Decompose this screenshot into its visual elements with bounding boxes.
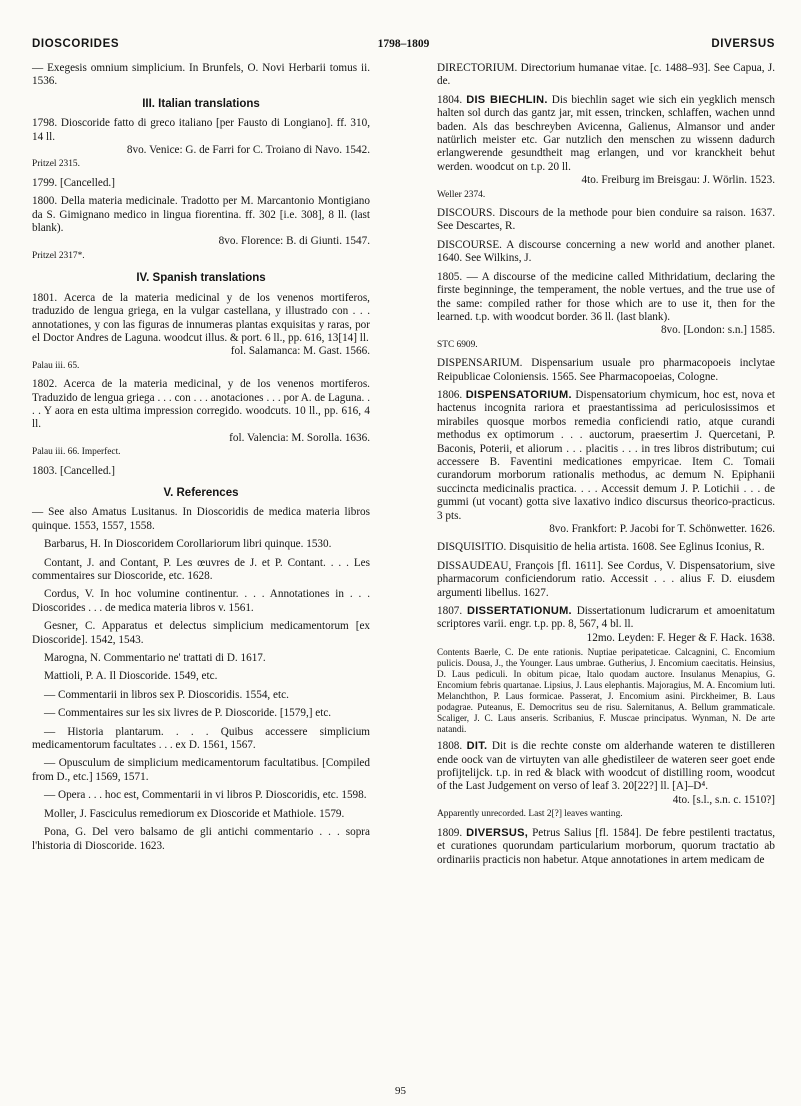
entry-heading: DIS BIECHLIN. bbox=[466, 93, 548, 106]
entry-1809 bbox=[437, 827, 775, 867]
entry-discourse: DISCOURSE. A discourse concerning a new world and another planet. 1640. See Wilkins, J. bbox=[437, 238, 775, 265]
entry-imprint: 8vo. Florence: B. di Giunti. 1547. bbox=[218, 235, 370, 248]
ref-mattioli-opusculum: — Opusculum de simplicium medicamentorum facultatibus. [Compiled from D., etc.] 1569, 1571. bbox=[32, 757, 370, 783]
entry-reference: Weller 2374. bbox=[437, 189, 486, 200]
entry-number: 1800. bbox=[32, 195, 58, 208]
ref-marogna: Marogna, N. Commentario ne' trattati di D. 1617. bbox=[44, 652, 266, 665]
entry-imprint: 8vo. [London: s.n.] 1585. bbox=[660, 324, 775, 337]
entry-number: 1805. bbox=[437, 270, 463, 283]
ref-amatus: — See also Amatus Lusitanus. In Dioscoridis de medica materia libros quinque. 1553, 1557, 1558. bbox=[32, 506, 370, 532]
entry-1802 bbox=[32, 378, 370, 459]
ref-pona: Pona, G. Del vero balsamo de gli antichi commentario . . . sopra l'historia di Dioscoride. 1623. bbox=[32, 826, 370, 852]
entry-dispensarium: DISPENSARIUM. Dispensarium usuale pro pharmacopoeis inclytae Reipublicae Coloniensis. 1565. See Pharmacopoeias, Cologne. bbox=[437, 357, 775, 383]
entry-text: Dissertationum ludicrarum et amoenitatum scriptores varii. engr. t.p. pp. 8, 567, 4 bl. ll. bbox=[437, 605, 776, 631]
entry-text: Acerca de la materia medicinal y de los venenos mortiferos, traduzido de lengua griega, en la vulgar castellana, y illustrado con . . . annotationes, y con las figuras de innumeras plantas exquisitas y raras, por el Doctor Andres de Laguna. woodcut illus. & port. 6 ll., pp. 616, 13[14] ll. bbox=[32, 291, 370, 344]
section-italian-translations: III. Italian translations bbox=[142, 97, 260, 110]
entry-text: Dispensatorium chymicum, hoc est, nova et hactenus incognita rariora et praestantissima ad periculosissimos et mirabiles quosque morbos remedia conficiendi ratio, atque curandi methodus ex optimorum . . . auctorum, praesertim J. Quercetani, P. Baconis, Poterii, et aliorum . . . placitis . . . in tres libros distributum; cui accessere B. Faventini medicationes empyricae. Item C. Tomaii curandorum morborum rationalis methodus, ac demum N. Epiphanii succincta medicinalis practica. . . . Accessit demum J. P. Lotichii . . . de gummi (ut vocant) gotta sive laxativo indico discursus theorico-practicus. 3 pts. bbox=[437, 388, 775, 522]
entry-number: 1808. bbox=[437, 740, 463, 753]
entry-1806 bbox=[437, 389, 775, 536]
entry-number: 1809. bbox=[437, 826, 463, 839]
entry-reference: STC 6909. bbox=[437, 339, 478, 350]
entry-1807 bbox=[437, 605, 775, 735]
entry-text: Dis biechlin saget wie sich ein yegklich mensch halten sol durch das gantz jar, mit essen, trincken, schlaffen, wachen unnd baden. Als das beschreyben Avicenna, Galienus, Almansor und ander natürlich meister etc. Gar nutzlich den menschen zu wissenn dadurch erlangwerende gesundtheit mag erlangen, und vor kranckheit behut werden. woodcut on t.p. 20 ll. bbox=[437, 93, 776, 173]
entry-number: 1802. bbox=[32, 378, 58, 391]
entry-heading: DIT. bbox=[466, 740, 488, 753]
entry-heading: DIVERSUS, bbox=[466, 826, 529, 839]
ref-moller: Moller, J. Fasciculus remediorum ex Dioscoride et Mathiole. 1579. bbox=[44, 807, 345, 820]
entry-heading: DISSERTATIONUM. bbox=[466, 605, 572, 618]
entry-imprint: 8vo. Frankfort: P. Jacobi for T. Schönwetter. 1626. bbox=[549, 523, 775, 535]
ref-gesner: Gesner, C. Apparatus et delectus simplicium medicamentorum [ex Dioscoride]. 1542, 1543. bbox=[32, 620, 370, 646]
entry-imprint: fol. Valencia: M. Sorolla. 1636. bbox=[229, 431, 370, 444]
entry-discours: DISCOURS. Discours de la methode pour bien conduire sa raison. 1637. See Descartes, R. bbox=[437, 207, 775, 233]
page-number: 95 bbox=[395, 1085, 406, 1097]
entry-number: 1804. bbox=[437, 93, 463, 106]
entry-text: Della materia medicinale. Tradotto per M. Marcantonio Montigiano da S. Gimignano medico in lingua fiorentina. ff. 302 [i.e. 308], 8 ll. (last blank). bbox=[32, 195, 370, 235]
entry-text: Dioscoride fatto di greco italiano [per Fausto di Longiano]. ff. 310, 14 ll. bbox=[32, 117, 370, 143]
entry-reference: Palau iii. 65. bbox=[32, 360, 80, 371]
ref-mattioli-commentarii: — Commentarii in libros sex P. Dioscoridis. 1554, etc. bbox=[44, 688, 289, 701]
entry-1800 bbox=[32, 195, 370, 263]
entry-imprint: 8vo. Venice: G. de Farri for C. Troiano di Navo. 1542. bbox=[126, 144, 370, 157]
ref-cordus: Cordus, V. In hoc volumine continentur. . . . Annotationes in . . . Dioscorides . . . de medica materia libros v. 1561. bbox=[32, 588, 370, 614]
ref-mattioli-dioscoride: Mattioli, P. A. Il Dioscoride. 1549, etc. bbox=[44, 670, 218, 683]
entry-number: 1801. bbox=[32, 291, 58, 304]
entry-disquisitio: DISQUISITIO. Disquisitio de helia artista. 1608. See Eglinus Iconius, R. bbox=[437, 541, 765, 554]
ref-mattioli-historia: — Historia plantarum. . . . Quibus accessere simplicium medicamentorum facultates . . . ex D. 1561, 1567. bbox=[32, 725, 370, 752]
left-column bbox=[32, 62, 370, 858]
entry-imprint: 4to. [s.l., s.n. c. 1510?] bbox=[672, 793, 775, 806]
running-head-right: DIVERSUS bbox=[711, 38, 775, 50]
entry-reference: Palau iii. 66. Imperfect. bbox=[32, 447, 121, 458]
entry-1798 bbox=[32, 117, 370, 172]
entry-1803: 1803. [Cancelled.] bbox=[32, 464, 115, 477]
entry-number: 1806. bbox=[437, 388, 463, 401]
entry-number: 1798. bbox=[32, 117, 58, 130]
ref-contant: Contant, J. and Contant, P. Les œuvres de J. et P. Contant. . . . Les commentaires sur Dioscoride, etc. 1628. bbox=[32, 556, 370, 582]
section-references: V. References bbox=[163, 486, 239, 499]
entry-reference: Pritzel 2315. bbox=[32, 159, 80, 170]
entry-1801 bbox=[32, 292, 370, 373]
entry-text: Acerca de la materia medicinal, y de los venenos mortiferos. Traduzido de lengua griega . . . con . . . anotaciones . . . por A. de Laguna. . . . Y aora en esta ultima impression corregido. woodcuts. 10 ll., pp. 616, 4 ll. bbox=[32, 378, 370, 431]
entry-text: Dit is die rechte conste om alderhande wateren te distilleren ende oock van de virtuyten van alle ghedistileer de wateren seer goet ende profijtelijck. t.p. in red & black with woodcut of distilling room, woodcut of the Last Judgement on verso of leaf 3. 20[22?] ll. [A]–D⁴. bbox=[437, 740, 775, 793]
entry-1805 bbox=[437, 271, 775, 352]
entry-1804 bbox=[437, 94, 775, 202]
entry-imprint: 12mo. Leyden: F. Heger & F. Hack. 1638. bbox=[586, 631, 775, 644]
entry-reference: Apparently unrecorded. Last 2[?] leaves wanting. bbox=[437, 809, 623, 820]
entry-text: Petrus Salius [fl. 1584]. De febre pestilenti tractatus, et curationes quorundam particularium morborum, quorum tractatio ab ordinariis practicis non habetur. Atque annotationes in artem medicam de bbox=[437, 826, 776, 866]
section-spanish-translations: IV. Spanish translations bbox=[136, 272, 266, 285]
entry-contents: Contents Baerle, C. De ente rationis. Nuptiae peripateticae. Calcagnini, C. Encomium pulicis. Dousa, J., the Younger. Laus umbrae. Gutherius, J. Encomium caecitatis. Heinsius, D. Laus pediculi. In obitum picae, Italo quodam auctore. Insulanus Menapius, G. Encomium febris quartanae. Lipsius, J. Laus elephantis. Majoragius, M. A. Encomium luti. Melanchthon, P. Laus formicae. Passerat, J. Encomium asini. Pirckheimer, B. Laus podagrae. Puteanus, E. Democritus seu de risu. Salernitanus, A. Bellum grammaticale. Scaliger, J. C. Laus anseris. Scribanius, F. Muscae principatus. Wynman, N. De arte natandi. bbox=[437, 647, 775, 735]
ref-mattioli-commentaires: — Commentaires sur les six livres de P. Dioscoride. [1579,] etc. bbox=[44, 707, 332, 720]
entry-exegesis: — Exegesis omnium simplicium. In Brunfels, O. Novi Herbarii tomus ii. 1536. bbox=[32, 62, 370, 88]
entry-1808 bbox=[437, 740, 775, 821]
entry-imprint: fol. Salamanca: M. Gast. 1566. bbox=[230, 345, 370, 358]
right-column bbox=[437, 62, 775, 872]
entry-reference: Pritzel 2317*. bbox=[32, 250, 85, 261]
entry-directorium: DIRECTORIUM. Directorium humanae vitae. [c. 1488–93]. See Capua, J. de. bbox=[437, 62, 775, 88]
entry-1799: 1799. [Cancelled.] bbox=[32, 176, 115, 189]
entry-number: 1807. bbox=[437, 605, 463, 618]
ref-barbarus: Barbarus, H. In Dioscoridem Corollariorum libri quinque. 1530. bbox=[44, 538, 332, 551]
entry-heading: DISPENSATORIUM. bbox=[465, 388, 572, 401]
ref-mattioli-opera: — Opera . . . hoc est, Commentarii in vi libros P. Dioscoridis, etc. 1598. bbox=[44, 789, 367, 802]
running-head-center: 1798–1809 bbox=[377, 38, 430, 50]
entry-dissaudeau: DISSAUDEAU, François [fl. 1611]. See Cordus, V. Dispensatorium, sive pharmacorum conficiendorum ratio. Accessit . . . alius F. D. eiusdem argumenti libellus. 1627. bbox=[437, 559, 775, 599]
entry-text: — A discourse of the medicine called Mithridatium, declaring the firste beginninge, the temperament, the noble vertues, and the true use of the same: compiled rather for those which are to use it, then for the learned. t.p. with woodcut border. 36 ll. (last blank). bbox=[437, 270, 776, 323]
running-head bbox=[32, 38, 775, 54]
running-head-left: DIOSCORIDES bbox=[32, 38, 120, 50]
entry-imprint: 4to. Freiburg im Breisgau: J. Wörlin. 1523. bbox=[581, 174, 775, 187]
